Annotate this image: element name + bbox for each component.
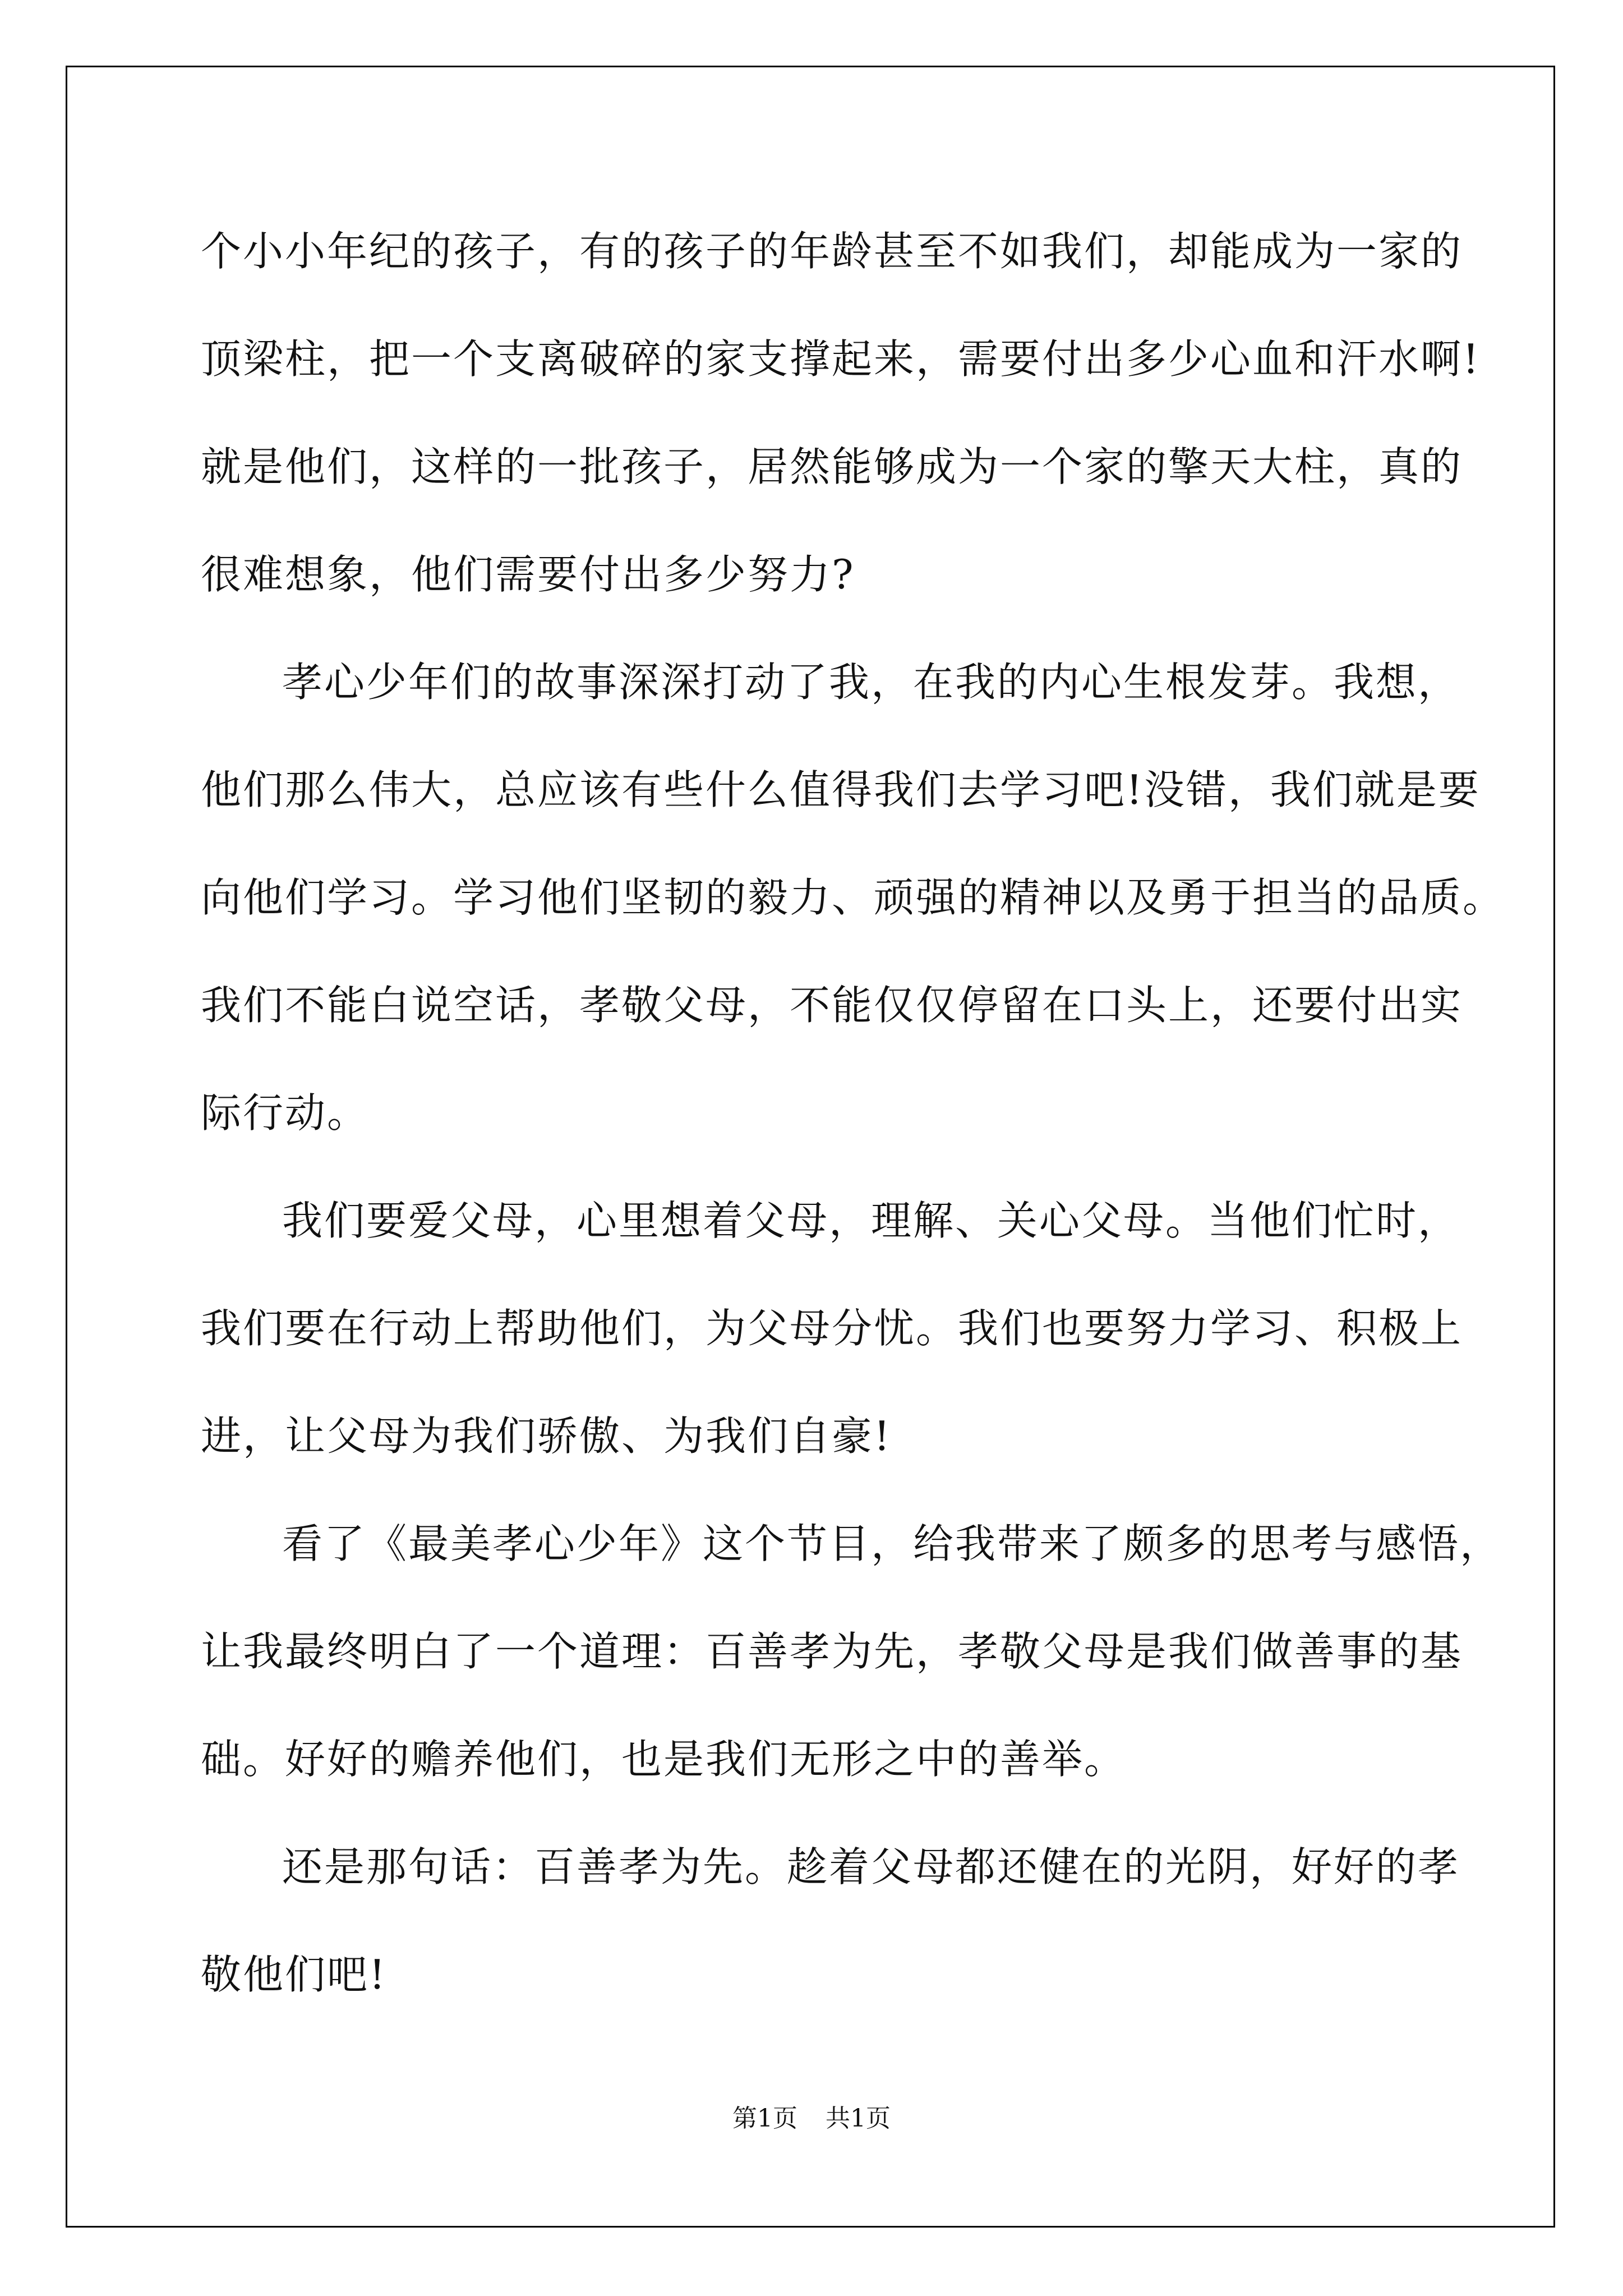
text-line: 很难想象，他们需要付出多少努力?	[201, 551, 855, 598]
page-footer	[0, 2098, 1623, 2134]
text-line: 础。好好的赡养他们，也是我们无形之中的善举。	[201, 1736, 1127, 1783]
text-line: 向他们学习。学习他们坚韧的毅力、顽强的精神以及勇于担当的品质。	[201, 874, 1505, 921]
text-line: 际行动。	[201, 1089, 370, 1137]
paragraph-start-line: 看了《最美孝心少年》这个节目，给我带来了颇多的思考与感悟，	[282, 1520, 1502, 1567]
text-line: 就是他们，这样的一批孩子，居然能够成为一个家的擎天大柱，真的	[201, 443, 1463, 490]
paragraph-start-line: 我们要爱父母，心里想着父母，理解、关心父母。当他们忙时，	[282, 1197, 1460, 1244]
text-line: 进，让父母为我们骄傲、为我们自豪!	[201, 1412, 892, 1460]
paragraph-start-line: 还是那句话：百善孝为先。趁着父母都还健在的光阴，好好的孝	[282, 1843, 1460, 1890]
document-body	[201, 197, 1505, 2028]
text-line: 他们那么伟大，总应该有些什么值得我们去学习吧!没错，我们就是要	[201, 766, 1481, 813]
text-line: 顶梁柱，把一个支离破碎的家支撑起来，需要付出多少心血和汗水啊!	[201, 335, 1481, 383]
page-total: 共1页	[826, 2104, 891, 2133]
text-line: 让我最终明白了一个道理：百善孝为先，孝敬父母是我们做善事的基	[201, 1628, 1463, 1675]
text-line: 我们不能白说空话，孝敬父母，不能仅仅停留在口头上，还要付出实	[201, 982, 1463, 1029]
text-line: 个小小年纪的孩子，有的孩子的年龄甚至不如我们，却能成为一家的	[201, 228, 1463, 275]
paragraph-start-line: 孝心少年们的故事深深打动了我，在我的内心生根发芽。我想，	[282, 659, 1460, 706]
page-number: 第1页	[732, 2104, 797, 2133]
text-line: 我们要在行动上帮助他们，为父母分忧。我们也要努力学习、积极上	[201, 1305, 1463, 1352]
text-line: 敬他们吧!	[201, 1951, 387, 1998]
